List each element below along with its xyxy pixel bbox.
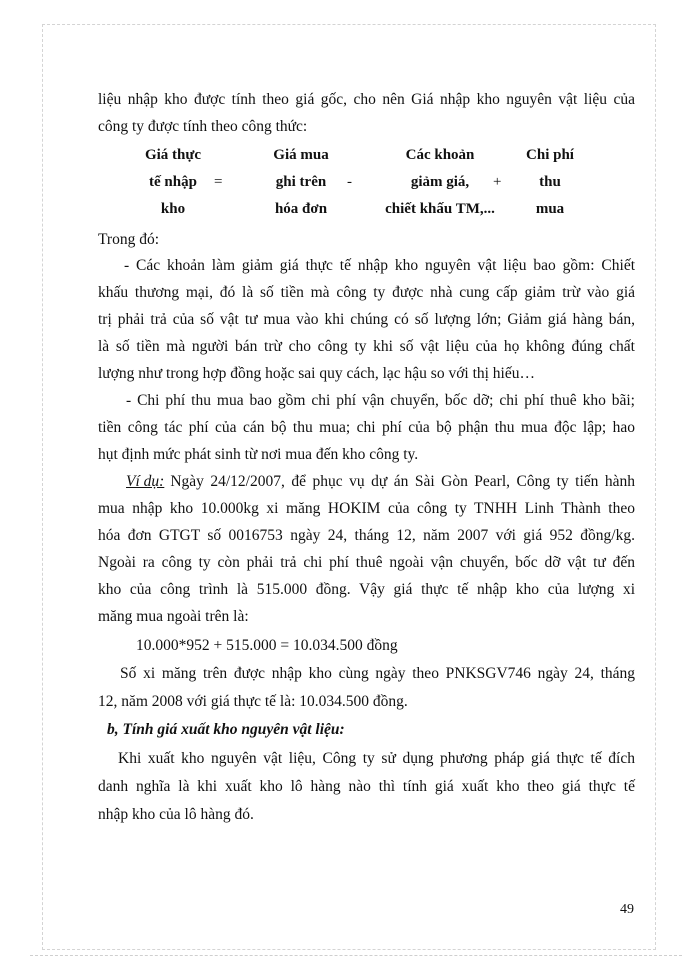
bullet1-line-2: khấu thương mại, đó là số tiền mà công ty được nhà cung cấp giảm trừ vào giá: [98, 284, 635, 301]
example-calculation: 10.000*952 + 515.000 = 10.034.500 đồng: [136, 637, 398, 654]
price-formula: [0, 142, 700, 226]
bullet1-line-4: là số tiền mà người bán trừ cho công ty khi số vật liệu của họ không đúng chất: [98, 338, 635, 355]
bullet1-line-5: lượng như trong hợp đồng hoặc sai quy cách, lạc hậu so với thị hiếu…: [98, 365, 535, 382]
intro-line-2: công ty được tính theo công thức:: [98, 118, 308, 135]
formula-term-2-line-2: ghi trên: [275, 174, 327, 190]
page-bottom-rule: [30, 955, 682, 956]
example-label: Ví dụ:: [126, 473, 165, 490]
example-line-1-text: Ngày 24/12/2007, để phục vụ dự án Sài Gòn Pearl, Công ty tiến hành: [170, 473, 635, 490]
formula-plus: +: [493, 174, 502, 190]
bullet2-line-3: hụt định mức phát sinh từ nơi mua đến kho công ty.: [98, 446, 419, 463]
bullet1-line-1: - Các khoản làm giảm giá thực tế nhập kho nguyên vật liệu bao gồm: Chiết: [124, 257, 635, 274]
formula-term-2-line-1: Giá mua: [273, 147, 329, 163]
formula-term-4-line-2: thu: [539, 174, 561, 190]
trong-do-label: Trong đó:: [98, 231, 160, 248]
formula-term-3-line-1: Các khoản: [405, 147, 475, 163]
section-b-line-1: Khi xuất kho nguyên vật liệu, Công ty sử dụng phương pháp giá thực tế đích: [118, 750, 635, 767]
example-line-6: măng mua ngoài trên là:: [98, 608, 249, 625]
intro-line-1: liệu nhập kho được tính theo giá gốc, cho nên Giá nhập kho nguyên vật liệu của: [98, 91, 635, 108]
section-b-line-2: danh nghĩa là khi xuất kho lô hàng nào thì tính giá xuất kho theo giá thực tế: [98, 778, 635, 795]
formula-term-3-line-3: chiết khấu TM,...: [385, 201, 495, 217]
page-number: 49: [620, 902, 634, 917]
formula-term-4-line-1: Chi phí: [526, 147, 574, 163]
example-line-5: kho của công trình là 515.000 đồng. Vậy giá thực tế nhập kho của lượng xi: [98, 581, 635, 598]
formula-term-1-line-2: tế nhập: [149, 174, 197, 190]
example-line-1: [126, 468, 635, 495]
example-line-4: Ngoài ra công ty còn phải trả chi phí thuê ngoài vận chuyển, bốc dỡ vật tư đến: [98, 554, 635, 571]
formula-equals: =: [214, 174, 223, 190]
formula-term-1-line-3: kho: [160, 201, 186, 217]
bullet2-line-1: - Chi phí thu mua bao gồm chi phí vận chuyển, bốc dỡ; chi phí thuê kho bãi;: [126, 392, 635, 409]
formula-term-4-line-3: mua: [535, 201, 565, 217]
example-line-2: mua nhập kho 10.000kg xi măng HOKIM của công ty TNHH Linh Thành theo: [98, 500, 635, 517]
bullet1-line-3: trị phải trả của số vật tư mua vào khi chúng có số lượng lớn; Giảm giá hàng bán,: [98, 311, 635, 328]
example-after-line-2: 12, năm 2008 với giá thực tế là: 10.034.500 đồng.: [98, 693, 408, 710]
formula-term-1-line-1: Giá thực: [144, 147, 202, 163]
formula-minus: -: [347, 174, 352, 190]
section-b-line-3: nhập kho của lô hàng đó.: [98, 806, 254, 823]
example-line-3: hóa đơn GTGT số 0016753 ngày 24, tháng 12, năm 2007 với giá 952 đồng/kg.: [98, 527, 635, 544]
section-b-heading: b, Tính giá xuất kho nguyên vật liệu:: [107, 721, 345, 738]
formula-term-2-line-3: hóa đơn: [274, 201, 328, 217]
formula-term-3-line-2: giảm giá,: [410, 174, 470, 190]
bullet2-line-2: tiền công tác phí của cán bộ thu mua; chi phí của bộ phận thu mua độc lập; hao: [98, 419, 635, 436]
example-after-line-1: Số xi măng trên được nhập kho cùng ngày theo PNKSGV746 ngày 24, tháng: [120, 665, 635, 682]
